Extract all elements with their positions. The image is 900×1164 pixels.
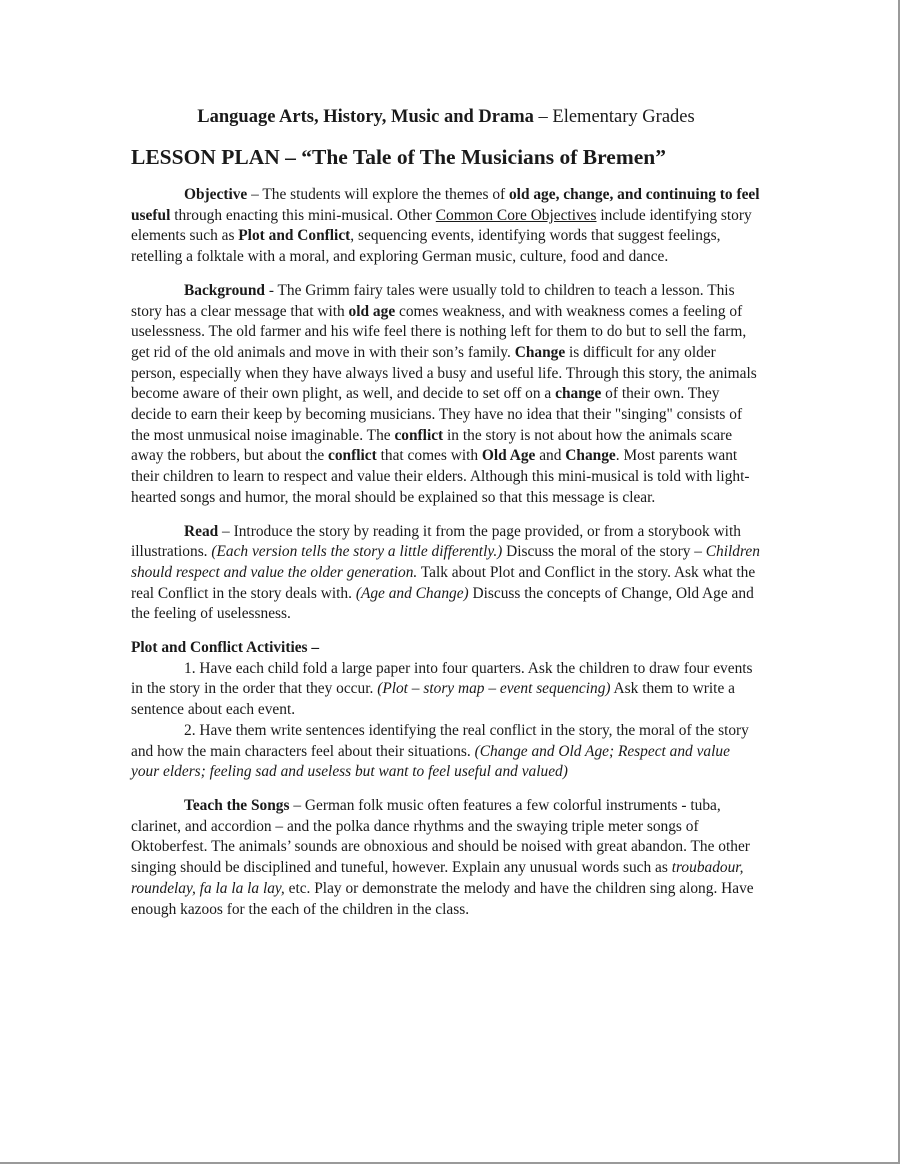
course-grades: – Elementary Grades [533,107,695,127]
read-italic-2: Children should respect and value the older generation. [131,543,760,581]
objective-label: Objective [184,186,248,203]
background-bold-5: conflict [328,447,377,465]
background-text-5: in the story is not about how the animals scare away the robbers, but about the [131,426,733,465]
background-bold-7: Change [565,447,616,465]
read-text-1: – Introduce the story by reading it from the page provided, or from a storybook with illustrations. [131,522,741,561]
songs-paragraph [131,796,761,920]
objective-plot-conflict: Plot and Conflict [238,227,351,245]
objective-text-3: include identifying story elements such as [131,206,752,245]
background-bold-6: Old Age [481,447,536,465]
read-text-3: Talk about Plot and Conflict in the story. Ask what the real Conflict in the story deals with. [131,563,756,602]
background-label: Background [184,281,265,299]
background-bold-1: old age [348,302,396,320]
page-title: LESSON PLAN – “The Tale of The Musicians of Bremen” [131,145,666,169]
objective-paragraph [131,185,761,268]
background-bold-3: change [555,385,602,403]
objective-themes: old age, change, and continuing to feel useful [131,186,760,224]
common-core-link[interactable]: Common Core Objectives [435,206,597,224]
activity-item-2 [131,721,761,783]
read-text-4: Discuss the concepts of Change, Old Age and the feeling of uselessness. [131,584,754,623]
songs-label: Teach the Songs [184,796,290,814]
activity-1-text-1: 1. Have each child fold a large paper into four quarters. Ask the children to draw four events in the story in the order that they occur. [131,659,753,698]
read-text-2: Discuss the moral of the story – [502,543,706,561]
activity-1-italic: (Plot – story map – event sequencing) [377,680,611,698]
read-label: Read [184,522,219,540]
activity-1-text-2: Ask them to write a sentence about each event. [131,680,735,719]
background-text-6: that comes with [376,447,482,465]
background-text-1: - The Grimm fairy tales were usually told to children to teach a lesson. This story has a clear message that with [131,281,735,320]
activities-heading [131,638,761,659]
read-paragraph [131,522,761,626]
objective-text-4: , sequencing events, identifying words that suggest feelings, retelling a folktale with a moral, and exploring German music, culture, food and dance. [131,227,721,266]
songs-italic: troubadour, roundelay, fa la la la lay, [131,859,744,897]
background-paragraph [131,281,761,509]
objective-text-2: through enacting this mini-musical. Other [170,206,436,224]
background-bold-2: Change [514,343,566,361]
course-subjects: Language Arts, History, Music and Drama [197,107,534,127]
activity-2-text-1: 2. Have them write sentences identifying the real conflict in the story, the moral of the story and how the main characters feel about their situations. [131,721,749,760]
background-bold-4: conflict [394,426,444,444]
background-text-8: . Most parents want their children to learn to respect and value their elders. Although this mini-musical is told with light-hearted songs and humor, the moral should be explained so that this message is clear. [131,447,750,506]
songs-text-2: etc. Play or demonstrate the melody and have the children sing along. Have enough kazoos for the each of the children in the class. [131,879,754,918]
read-italic-1: (Each version tells the story a little differently.) [211,543,503,561]
activities-heading-text: Plot and Conflict Activities – [131,639,320,657]
course-heading [131,104,761,130]
activity-2-italic: (Change and Old Age; Respect and value your elders; feeling sad and useless but want to feel useful and valued) [131,742,730,781]
background-text-3: is difficult for any older person, especially when they have always lived a busy and useful life. Through this story, the animals become aware of their own plight, as well, and decide to set off on a [131,343,757,403]
songs-text-1: – German folk music often features a few colorful instruments - tuba, clarinet, and accordion – and the polka dance rhythms and the swaying triple meter songs of Oktoberfest. The animals’ sounds are obnoxious and should be noised with great abandon. The other singing should be disciplined and tuneful, however. Explain any unusual words such as [131,796,750,877]
read-italic-3: (Age and Change) [355,584,469,602]
background-text-4: of their own. They decide to earn their keep by becoming musicians. They have no idea that their "singing" consists of the most unmusical noise imaginable. The [131,385,743,444]
activity-item-1 [131,659,761,721]
background-text-2: comes weakness, and with weakness comes a feeling of uselessness. The old farmer and his wife feel there is nothing left for them to do but to sell the farm, get rid of the old animals and move in with their son’s family. [131,302,747,361]
background-text-7: and [535,447,566,465]
objective-text-1: – The students will explore the themes of [247,186,509,203]
document-page [131,104,761,933]
